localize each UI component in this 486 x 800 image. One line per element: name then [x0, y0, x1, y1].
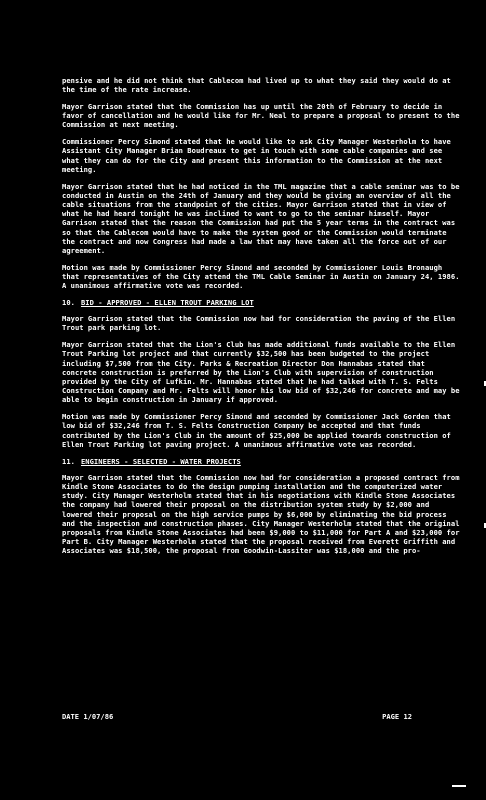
- paragraph-lions-club-funds: Mayor Garrison stated that the Lion's Club has made additional funds available to the Ellen Trout Parking lot project and that currently $32,500 has been budgeted to the project including $7,500 from the City. Parks & Recreation Director Don Hannabas stated that concrete construction is preferred by the Lion's Club with supervision of construction provided by the City of Lufkin. Mr. Hannabas stated that he had talked with T. S. Felts Construction Company and Mr. Felts will honor his low bid of $32,246 for concrete and may be able to begin construction in January if approved.: [62, 340, 460, 405]
- paragraph-tml-seminar: Mayor Garrison stated that he had noticed in the TML magazine that a cable seminar was to be conducted in Austin on the 24th of January and they would be giving an overview of all the cable situations from the standpoint of the cities. Mayor Garrison stated that in view of what he had heard tonight he was inclined to want to go to the seminar himself. Mayor Garrison stated that the reason the Commission had put the 5 year terms in the contract was so that the Cablecom would have to make the system good or the Commission would terminate the contract and now Congress had made a law that may have taken all the force out of our agreement.: [62, 181, 460, 256]
- paragraph-cablecom-continuation: pensive and he did not think that Cablecom had lived up to what they said they would do at the time of the rate increase.: [62, 76, 451, 95]
- footer-date: DATE 1/07/86: [62, 712, 114, 721]
- paragraph-parking-motion: Motion was made by Commissioner Percy Simond and seconded by Commissioner Jack Gorden that low bid of $32,246 from T. S. Felts Construction Company be accepted and that funds contributed by the Lion's Club in the amount of $25,000 be applied towards construction of Ellen Trout Parking lot paving project. A unanimous affirmative vote was recorded.: [62, 412, 451, 449]
- paragraph-parking-consideration: Mayor Garrison stated that the Commission now had for consideration the paving of the Ellen Trout park parking lot.: [62, 314, 456, 333]
- paragraph-cable-companies: Commissioner Percy Simond stated that he would like to ask City Manager Westerholm to have Assistant City Manager Brian Boudreaux to get in touch with some cable companies and see what they can do for the City and present this information to the Commission at the next meeting.: [62, 137, 451, 174]
- section-title: ENGINEERS - SELECTED - WATER PROJECTS: [80, 456, 241, 466]
- paragraph-seminar-motion: Motion was made by Commissioner Percy Simond and seconded by Commissioner Louis Bronaugh that representatives of the City attend the TML Cable Seminar in Austin on January 24, 1986. A unanimous affirmative vote was recorded.: [62, 262, 460, 291]
- section-title: BID - APPROVED - ELLEN TROUT PARKING LOT: [80, 298, 254, 308]
- footer-page-number: PAGE 12: [382, 712, 412, 721]
- corner-mark: [452, 785, 466, 787]
- section-heading-engineers: [62, 457, 462, 466]
- section-number: 10.: [62, 298, 75, 308]
- paragraph-cancellation-deadline: Mayor Garrison stated that the Commission has up until the 20th of February to decide in favor of cancellation and he would like for Mr. Neal to prepare a proposal to present to the Commission at next meeting.: [62, 102, 460, 130]
- page-footer: [62, 712, 412, 721]
- section-heading-parking-lot: [62, 298, 462, 307]
- paragraph-kindle-stone-proposal: Mayor Garrison stated that the Commission now had for consideration a proposed contract from Kindle Stone Associates to do the design pumping installation and the computerized water study. City Manager Westerholm stated that in his negotiations with Kindle Stone Associates the company had lowered their proposal on the distribution system study by $2,000 and lowered their proposal on the high service pumps by $6,000 by eliminating the bid process and the inspection and construction phases. City Manager Westerholm stated that the original proposals from Kindle Stone Associates had been $9,000 to $11,000 for Part A and $23,000 for Part B. City Manager Westerholm stated that the proposal received from Everett Griffith and Associates was $18,500, the proposal from Goodwin-Lassiter was $18,000 and the pro-: [62, 472, 460, 556]
- section-number: 11.: [62, 456, 75, 466]
- minutes-page: [62, 76, 462, 563]
